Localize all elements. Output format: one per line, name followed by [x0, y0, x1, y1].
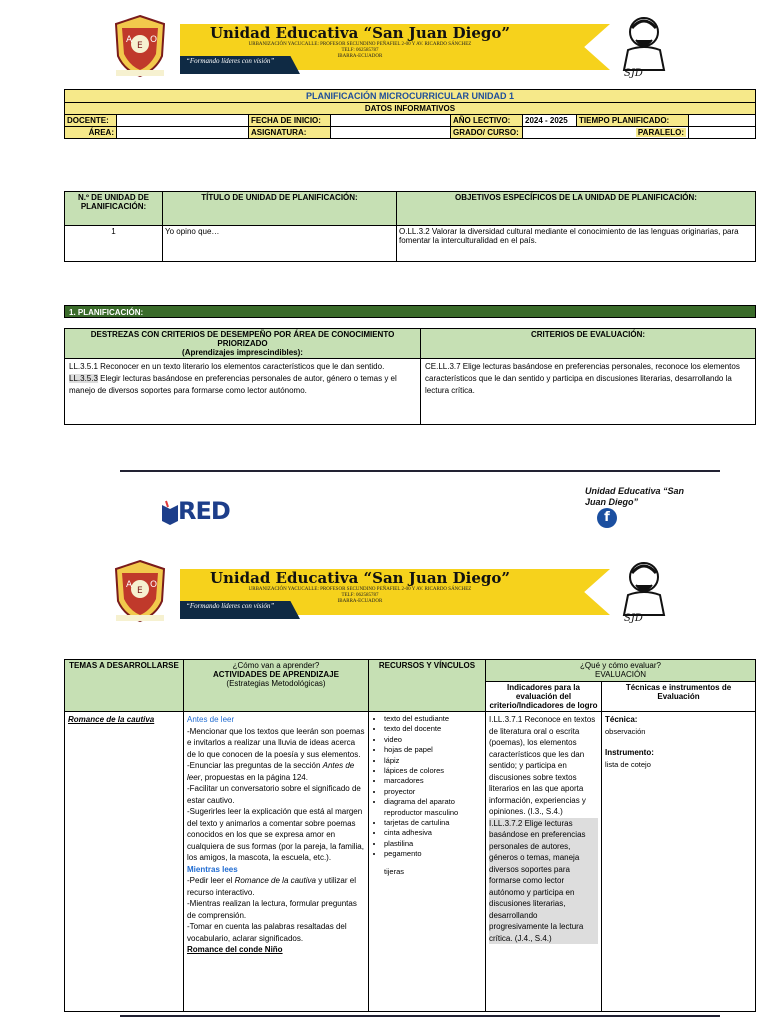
- anio-label: AÑO LECTIVO:: [451, 115, 523, 127]
- recursos-cell: [369, 712, 486, 1012]
- list-item: • texto del estudiante: [384, 714, 482, 724]
- tiempo-label: TIEMPO PLANIFICADO:: [577, 115, 689, 127]
- criterios-cell: CE.LL.3.7 Elige lecturas basándose en preferencias personales, reconoce los elementos característicos que le dan sentido y participa en discusiones literarias, desarrollando la lectura crítica.: [421, 359, 756, 425]
- destrezas-header: DESTREZAS CON CRITERIOS DE DESEMPEÑO POR ÁREA DE CONOCIMIENTO PRIORIZADO (Aprendizajes imprescindibles):: [65, 329, 421, 359]
- fecha-label: FECHA DE INICIO:: [249, 115, 331, 127]
- mientras-lees: Mientras lees: [187, 864, 238, 874]
- facebook-icon[interactable]: f: [597, 508, 617, 528]
- svg-text:O: O: [150, 35, 158, 45]
- svg-text:A: A: [126, 35, 133, 45]
- evaluacion-header: ¿Qué y cómo evaluar? EVALUACIÓN: [486, 660, 756, 682]
- tema-text: Romance de la cautiva: [68, 715, 155, 724]
- antes-de-leer: Antes de leer: [187, 715, 235, 724]
- unit-number: 1: [65, 226, 163, 262]
- list-item: • lápices de colores: [384, 766, 482, 776]
- saint-portrait-icon: [618, 10, 670, 78]
- school-header-banner-2: [110, 555, 670, 623]
- school-motto: “Formando líderes con visión”: [186, 57, 275, 65]
- anio-value: 2024 - 2025: [523, 115, 577, 127]
- unit-number-header: N.º DE UNIDAD DE PLANIFICACIÓN:: [65, 192, 163, 226]
- asignatura-field[interactable]: [331, 127, 451, 139]
- svg-text:A: A: [126, 580, 133, 590]
- criterios-header: CRITERIOS DE EVALUACIÓN:: [421, 329, 756, 359]
- activities-table: [64, 659, 756, 1012]
- svg-text:E: E: [137, 41, 143, 51]
- area-field[interactable]: [117, 127, 249, 139]
- info-table: [64, 89, 756, 139]
- docente-label: DOCENTE:: [65, 115, 117, 127]
- school-name: Unidad Educativa “San Juan Diego”: [209, 24, 511, 42]
- school-address: URBANIZACIÓN YACUCALLE: PROFESOR SECUNDINO PEÑAFIEL 2-00 Y AV. RICARDO SÁNCHEZ TELF: 062585787 IBARRA-ECUADOR: [248, 587, 472, 604]
- tecnicas-header: Técnicas e instrumentos de Evaluación: [602, 682, 756, 712]
- list-item: • pegamento: [384, 849, 482, 859]
- romance-conde: Romance del conde Niño: [187, 945, 283, 954]
- grado-field[interactable]: [523, 127, 689, 139]
- indicadores-header: Indicadores para la evaluación del criterio/Indicadores de logro: [486, 682, 602, 712]
- list-item: • proyector: [384, 787, 482, 797]
- plan-title: PLANIFICACIÓN MICROCURRICULAR UNIDAD 1: [65, 90, 756, 103]
- tiempo-field[interactable]: [689, 115, 756, 127]
- red-logo-text: RED: [178, 497, 230, 525]
- page-divider: [120, 470, 720, 472]
- destrezas-cell: LL.3.5.1 Reconocer en un texto literario los elementos característicos que le dan sentido. LL.3.5.3 Elegir lecturas basándose en preferencias personales de autor, género o temas y el manejo de diversos soportes para formarse como lector autónomo.: [65, 359, 421, 425]
- list-item: • plastilina: [384, 839, 482, 849]
- saint-portrait-icon: [618, 555, 670, 623]
- destrezas-table: [64, 328, 756, 425]
- grado-label: GRADO/ CURSO:: [451, 127, 523, 139]
- school-motto: “Formando líderes con visión”: [186, 602, 275, 610]
- unit-objective: O.LL.3.2 Valorar la diversidad cultural mediante el conocimiento de las lenguas originarias, para fomentar la interculturalidad en el país.: [397, 226, 756, 262]
- paralelo-field[interactable]: [689, 127, 756, 139]
- recurso-extra: tijeras: [384, 866, 405, 876]
- svg-text:SJD: SJD: [624, 613, 643, 623]
- school-seal-icon: [110, 12, 170, 78]
- ued-title: Unidad Educativa “San Juan Diego”: [585, 486, 685, 507]
- fecha-field[interactable]: [331, 115, 451, 127]
- list-item: • cinta adhesiva: [384, 828, 482, 838]
- recursos-header: RECURSOS Y VÍNCULOS: [369, 660, 486, 712]
- planificacion-bar: 1. PLANIFICACIÓN:: [64, 305, 756, 318]
- list-item: • tarjetas de cartulina: [384, 818, 482, 828]
- school-name: Unidad Educativa “San Juan Diego”: [209, 569, 511, 587]
- actividades-cell: Antes de leer -Mencionar que los textos que leerán son poemas e invitarlos a realizar una lluvia de ideas acerca de lo que conocen de la poesía y sus elementos. -Enunciar las preguntas de la sección Antes de leer, propuestas en la página 124. -Facilitar un conversatorio sobre el significado de estar cautivo. -Sugerirles leer la explicación que está al margen del texto y animarlos a comentar sobre poemas conocidos en los que se expresa amor en cualquiera de sus formas (por la pareja, la familia, los amigos, la mascota, la escuela, etc.). Mientras lees -Pedir leer el Romance de la cautiva y utilizar el recurso interactivo. -Mientras realizan la lectura, formular preguntas de comprensión. -Tomar en cuenta las palabras resaltadas del vocabulario, aclarar significados. Romance del conde Niño: [184, 712, 369, 1012]
- list-item: • texto del docente: [384, 724, 482, 734]
- unit-title-header: TÍTULO DE UNIDAD DE PLANIFICACIÓN:: [163, 192, 397, 226]
- indicadores-cell: I.LL.3.7.1 Reconoce en textos de literatura oral o escrita (poemas), los elementos característicos que les dan sentido; y participa en discusiones sobre textos literarios en las que aporta información, experiencias y opiniones. (I.3., S.4.) I.LL.3.7.2 Elige lecturas basándose en preferencias personales de autores, géneros o temas, maneja diversos soportes para formarse como lector autónomo y participa en discusiones literarias, desarrollando progresivamente la lectura crítica. (J.4., S.4.): [486, 712, 602, 1012]
- info-subtitle: DATOS INFORMATIVOS: [65, 103, 756, 115]
- school-address: URBANIZACIÓN YACUCALLE: PROFESOR SECUNDINO PEÑAFIEL 2-00 Y AV. RICARDO SÁNCHEZ TELF: 062585787 IBARRA-ECUADOR: [248, 42, 472, 59]
- list-item: • hojas de papel: [384, 745, 482, 755]
- red-book-icon: [160, 497, 180, 527]
- actividades-header: ¿Cómo van a aprender? ACTIVIDADES DE APRENDIZAJE (Estrategias Metodológicas): [184, 660, 369, 712]
- list-item: • diagrama del aparato reproductor masculino: [384, 797, 482, 818]
- asignatura-label: ASIGNATURA:: [249, 127, 331, 139]
- list-item: • marcadores: [384, 776, 482, 786]
- unit-objective-header: OBJETIVOS ESPECÍFICOS DE LA UNIDAD DE PLANIFICACIÓN:: [397, 192, 756, 226]
- docente-field[interactable]: [117, 115, 249, 127]
- unit-table: [64, 191, 756, 262]
- school-header-banner: [110, 10, 670, 78]
- recursos-list: [372, 714, 482, 860]
- tecnicas-cell: Técnica: observación Instrumento: lista de cotejo: [602, 712, 756, 1012]
- unit-title: Yo opino que…: [163, 226, 397, 262]
- list-item: • lápiz: [384, 756, 482, 766]
- paralelo-label: PARALELO:: [637, 128, 684, 137]
- svg-text:O: O: [150, 580, 158, 590]
- svg-text:SJD: SJD: [624, 68, 643, 78]
- tema-cell: [65, 712, 184, 1012]
- area-label: ÁREA:: [65, 127, 117, 139]
- list-item: • video: [384, 735, 482, 745]
- temas-header: TEMAS A DESARROLLARSE: [65, 660, 184, 712]
- school-seal-icon: [110, 557, 170, 623]
- page-divider: [120, 1015, 720, 1017]
- svg-text:E: E: [137, 586, 143, 596]
